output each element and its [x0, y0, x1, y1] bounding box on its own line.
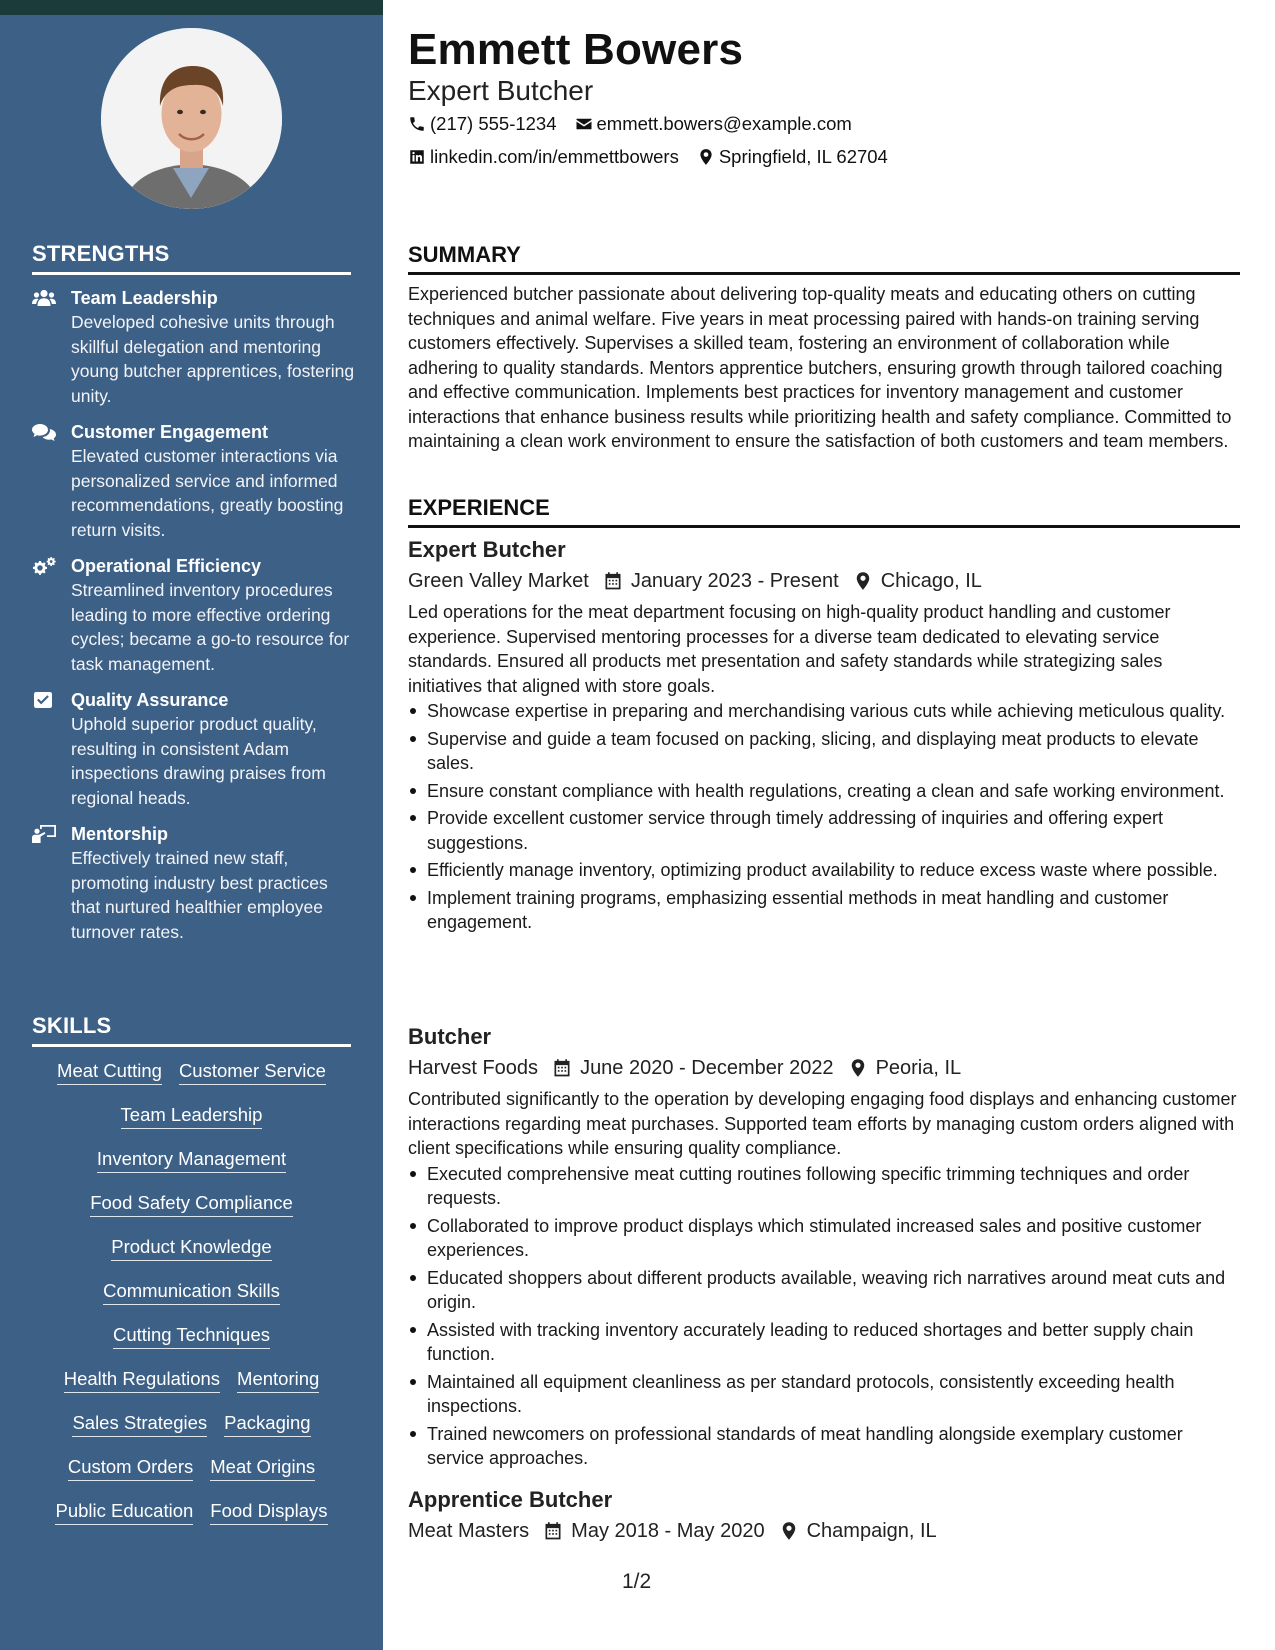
summary-text: Experienced butcher passionate about delivering top-quality meats and educating others on cutting techniques and animal welfare. Five years in meat processing paired with hands-on training serving customers effectively. Supervises a skilled team, fostering an environment of collaboration while adhering to quality standards. Mentors apprentice butchers, ensuring growth through tailored coaching and effective communication. Implements best practices for inventory management and customer interactions that enhance business results while prioritizing health and safety compliance. Committed to maintaining a clean work environment to ensure the satisfaction of both customers and team members. — [408, 284, 1232, 451]
calendar-icon — [552, 1058, 572, 1078]
phone-icon — [408, 115, 426, 133]
job-bullet: Trained newcomers on professional standards of meat handling alongside exemplary customer service approaches. — [408, 1422, 1240, 1471]
job-bullet: Showcase expertise in preparing and merchandising various cuts while achieving meticulous quality. — [408, 699, 1240, 724]
job-bullets — [408, 1162, 1240, 1471]
skill-tag: Communication Skills — [103, 1280, 280, 1305]
strength-item — [32, 688, 357, 810]
experience-item — [408, 536, 1240, 938]
job-dates — [603, 568, 839, 594]
strength-description: Elevated customer interactions via personalized service and informed recommendations, greatly boosting return visits. — [71, 446, 344, 540]
candidate-name: Emmett Bowers — [408, 25, 744, 74]
linkedin-text[interactable]: linkedin.com/in/emmettbowers — [430, 146, 679, 167]
envelope-icon — [575, 115, 593, 133]
job-bullet: Provide excellent customer service through timely addressing of inquiries and offering expert suggestions. — [408, 806, 1240, 855]
strength-item — [32, 554, 357, 676]
skill-tag: Custom Orders — [68, 1456, 193, 1481]
map-marker-icon — [853, 571, 873, 591]
page-number: 1/2 — [622, 1570, 652, 1593]
location-contact — [697, 146, 888, 168]
linkedin-icon — [408, 148, 426, 166]
cogs-icon — [32, 554, 71, 676]
linkedin-contact[interactable] — [408, 146, 679, 168]
job-bullet: Executed comprehensive meat cutting routines following specific trimming techniques and order requests. — [408, 1162, 1240, 1211]
check-square-icon — [32, 688, 71, 810]
skill-tag: Health Regulations — [64, 1368, 220, 1393]
chalkboard-teacher-icon — [32, 822, 71, 944]
strength-item — [32, 286, 357, 408]
map-marker-icon — [779, 1521, 799, 1541]
job-location-text: Peoria, IL — [875, 1057, 962, 1079]
job-dates-text: January 2023 - Present — [630, 570, 839, 592]
strength-title: Mentorship — [71, 824, 168, 844]
sidebar-top-bar — [0, 0, 383, 15]
contact-row — [408, 146, 906, 168]
map-marker-icon — [697, 148, 715, 166]
sidebar — [0, 0, 383, 1650]
calendar-icon — [603, 571, 623, 591]
job-location-text: Champaign, IL — [806, 1520, 937, 1542]
strength-title: Team Leadership — [71, 288, 218, 308]
skill-tag: Food Displays — [210, 1500, 327, 1525]
strengths-heading: STRENGTHS — [32, 241, 351, 275]
skill-tag: Inventory Management — [97, 1148, 286, 1173]
company-name: Meat Masters — [408, 1520, 530, 1542]
email-text[interactable]: emmett.bowers@example.com — [596, 113, 852, 134]
job-bullet: Assisted with tracking inventory accurately leading to reduced shortages and better supply chain function. — [408, 1318, 1240, 1367]
strength-item — [32, 420, 357, 542]
job-location — [848, 1055, 962, 1081]
job-bullet: Implement training programs, emphasizing essential methods in meat handling and customer engagement. — [408, 886, 1240, 935]
skill-tag: Customer Service — [179, 1060, 326, 1085]
strength-title: Customer Engagement — [71, 422, 269, 442]
calendar-icon — [543, 1521, 563, 1541]
job-title: Butcher — [408, 1024, 492, 1049]
job-dates-text: May 2018 - May 2020 — [571, 1520, 765, 1542]
location-text: Springfield, IL 62704 — [718, 146, 888, 167]
users-icon — [32, 286, 71, 408]
job-dates — [543, 1518, 764, 1544]
job-meta — [408, 1518, 1240, 1544]
profile-photo — [101, 28, 282, 209]
company-name: Green Valley Market — [408, 570, 589, 592]
strength-description: Effectively trained new staff, promoting industry best practices that nurtured healthier employee turnover rates. — [71, 848, 328, 942]
skill-tag: Meat Origins — [210, 1456, 315, 1481]
map-marker-icon — [848, 1058, 868, 1078]
skill-tag: Public Education — [55, 1500, 193, 1525]
job-location — [779, 1518, 937, 1544]
experience-item — [408, 1023, 1240, 1474]
job-location — [853, 568, 982, 594]
job-bullet: Ensure constant compliance with health regulations, creating a clean and safe working environment. — [408, 779, 1240, 804]
phone-contact — [408, 113, 557, 135]
strength-item — [32, 822, 357, 944]
email-contact[interactable] — [575, 113, 852, 135]
job-meta — [408, 1055, 1240, 1081]
phone-text: (217) 555-1234 — [430, 113, 557, 134]
skill-tag: Packaging — [224, 1412, 310, 1437]
comments-icon — [32, 420, 71, 542]
job-description: Contributed significantly to the operation by developing engaging food displays and enhancing customer interactions regarding meat purchases. Supported team efforts by managing custom orders aligned with client specifications while ensuring quality compliance. — [408, 1089, 1237, 1158]
profile-photo-illustration — [101, 28, 282, 209]
job-dates — [552, 1055, 834, 1081]
strength-description: Uphold superior product quality, resulting in consistent Adam inspections drawing praises from regional heads. — [71, 714, 326, 808]
job-bullets — [408, 699, 1240, 935]
candidate-role: Expert Butcher — [408, 75, 594, 106]
job-dates-text: June 2020 - December 2022 — [580, 1057, 834, 1079]
strength-description: Developed cohesive units through skillful delegation and mentoring young butcher apprentices, fostering unity. — [71, 312, 355, 406]
skills-list — [32, 1060, 351, 1525]
contact-row — [408, 113, 870, 135]
company-name: Harvest Foods — [408, 1057, 539, 1079]
skill-tag: Team Leadership — [121, 1104, 263, 1129]
job-bullet: Maintained all equipment cleanliness as per standard protocols, consistently exceeding health inspections. — [408, 1370, 1240, 1419]
summary-heading: SUMMARY — [408, 242, 1240, 275]
job-title: Apprentice Butcher — [408, 1487, 613, 1512]
job-bullet: Collaborated to improve product displays which stimulated increased sales and positive customer experiences. — [408, 1214, 1240, 1263]
job-meta — [408, 568, 1240, 594]
job-location-text: Chicago, IL — [880, 570, 982, 592]
skill-tag: Meat Cutting — [57, 1060, 162, 1085]
skill-tag: Food Safety Compliance — [90, 1192, 293, 1217]
job-bullet: Efficiently manage inventory, optimizing product availability to reduce excess waste where possible. — [408, 858, 1240, 883]
job-bullet: Educated shoppers about different products available, weaving rich narratives around meat cuts and origin. — [408, 1266, 1240, 1315]
skill-tag: Cutting Techniques — [113, 1324, 270, 1349]
skill-tag: Product Knowledge — [111, 1236, 271, 1261]
strength-description: Streamlined inventory procedures leading to more effective ordering cycles; became a go-to resource for task management. — [71, 580, 350, 674]
strengths-list — [32, 286, 357, 956]
strength-title: Operational Efficiency — [71, 556, 262, 576]
skills-heading: SKILLS — [32, 1013, 351, 1047]
experience-heading: EXPERIENCE — [408, 495, 1240, 528]
job-description: Led operations for the meat department focusing on high-quality product handling and customer experience. Supervised mentoring processes for a diverse team dedicated to elevating service standards. Ensured all products met presentation and safety standards while strategizing sales initiatives that aligned with store goals. — [408, 602, 1171, 696]
strength-title: Quality Assurance — [71, 690, 229, 710]
skill-tag: Mentoring — [237, 1368, 319, 1393]
experience-item — [408, 1486, 1240, 1544]
job-title: Expert Butcher — [408, 537, 566, 562]
job-bullet: Supervise and guide a team focused on packing, slicing, and displaying meat products to elevate sales. — [408, 727, 1240, 776]
skill-tag: Sales Strategies — [72, 1412, 207, 1437]
